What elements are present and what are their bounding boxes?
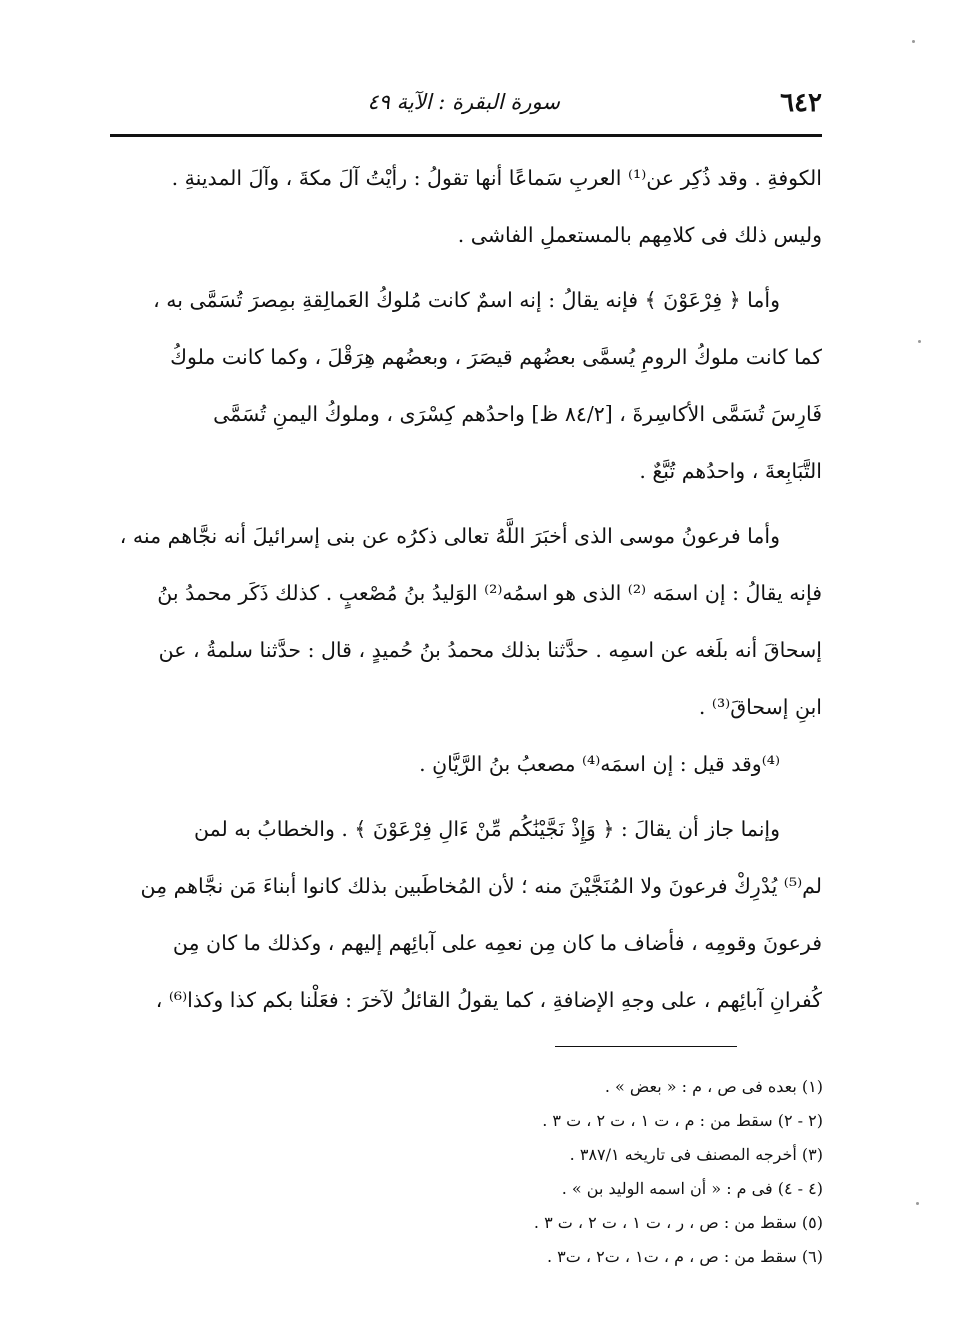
text-line: إسحاقَ أنه بلَغه عن اسمِه . حدَّثنا بذلك محمدُ بنُ حُميدٍ ، قال : حدَّثنا سلمةُ ، عن <box>158 638 822 662</box>
footnotes <box>300 1070 823 1274</box>
text-line: وأما فرعونُ موسى الذى أخبَرَ اللَّهُ تعالى ذكرُه عن بنى إسرائيلَ أنه نجَّاهم منه ، <box>119 524 780 548</box>
header-rule <box>110 134 822 137</box>
text-line: كُفرانِ آبائِهم ، على وجهِ الإضافةِ ، كما يقولُ القائلُ لآخرَ : فعَلْنا بكم كذا وكذا⁽⁶⁾ ، <box>155 988 822 1012</box>
scan-speck <box>918 340 921 343</box>
text-line: فَارِسَ تُسَمَّى الأكاسِرةَ ، [٨٤/٢ ظ] واحدُهم كِسْرَى ، وملوكُ اليمنِ تُسَمَّى <box>213 402 822 426</box>
text-line: ابنِ إسحاقَ⁽³⁾ . <box>698 695 822 719</box>
paragraph-4 <box>110 736 822 793</box>
footnote: (٦) سقط من : ص ، م ، ت١ ، ت٢ ، ت٣ . <box>546 1247 823 1266</box>
paragraph-5 <box>110 801 822 1029</box>
footnote: (١) بعده فى ص ، م : « بعض » . <box>604 1077 823 1096</box>
page-header <box>110 88 822 128</box>
scan-speck <box>912 40 915 43</box>
text-line: التَّبَابِعةَ ، واحدُهم تُبَّعٌ . <box>639 459 822 483</box>
text-line: لم⁽⁵⁾ يُدْرِكْ فرعونَ ولا المُنَجَّيْنَ منه ؛ لأن المُخاطَبين بذلك كانوا أبناءَ مَن نجَّاهم مِن <box>140 874 822 898</box>
text-line: الكوفةِ . وقد ذُكِر عن⁽¹⁾ العربِ سَماعًا أنها تقولُ : رأيْتُ آلَ مكةَ ، وآلَ المدينةِ . <box>171 166 822 190</box>
text-line: ⁽⁴⁾وقد قيل : إن اسمَه⁽⁴⁾ مصعبُ بنُ الرَّيَّانِ . <box>419 752 780 776</box>
page-number: ٦٤٢ <box>780 88 822 118</box>
paragraph-2 <box>110 272 822 500</box>
footnote: (٥) سقط من : ص ، ر ، ت ١ ، ت ٢ ، ت ٣ . <box>533 1213 823 1232</box>
text-line: وأما ﴿ فِرْعَوْنَ ﴾ فإنه يقالُ : إنه اسمٌ كانت مُلوكُ العَمالِقةِ بمِصرَ تُسَمَّى به ، <box>153 288 780 312</box>
footnote: (٣) أخرجه المصنف فى تاريخه ٣٨٧/١ . <box>569 1145 823 1164</box>
footnote-separator <box>555 1046 737 1047</box>
footnote: (٤ - ٤) فى م : « أن اسمه الوليد بن » . <box>561 1179 823 1198</box>
paragraph-1 <box>110 150 822 264</box>
text-line: فرعونَ وقومِه ، فأضاف ما كان مِن نعمِه على آبائِهم إليهم ، وكذلك ما كان مِن <box>172 931 822 955</box>
paragraph-3 <box>110 508 822 736</box>
text-line: وليس ذلك فى كلامِهم بالمستعملِ الفاشى . <box>457 223 822 247</box>
main-text <box>110 150 822 1029</box>
text-line: فإنه يقالُ : إن اسمَه ⁽²⁾ الذى هو اسمُه⁽²⁾ الوَليدُ بنُ مُصْعبٍ . كذلك ذَكَر محمدُ بنُ <box>157 581 822 605</box>
scan-speck <box>916 1202 919 1205</box>
running-title: سورة البقرة : الآية ٤٩ <box>367 90 560 114</box>
footnote: (٢ - ٢) سقط من : م ، ت ١ ، ت ٢ ، ت ٣ . <box>542 1111 823 1130</box>
text-line: كما كانت ملوكُ الرومِ يُسمَّى بعضُهم قيصَرَ ، وبعضُهم هِرَقْلَ ، وكما كانت ملوكُ <box>170 345 822 369</box>
text-line: وإنما جاز أن يقالَ : ﴿ وَإِذْ نَجَّيْنَٰكُم مِّنْ ءَالِ فِرْعَوْنَ ﴾ . والخطابُ به لمن <box>193 817 780 841</box>
